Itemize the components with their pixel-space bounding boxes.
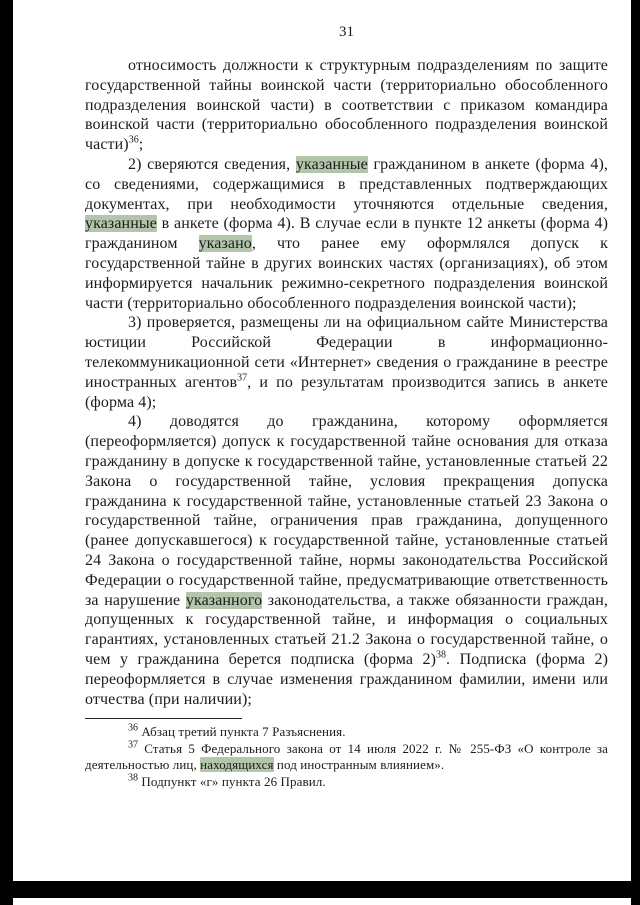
footnotes	[85, 724, 608, 790]
footnote-ref: 37	[128, 739, 138, 751]
document-paragraph	[85, 412, 608, 709]
text-run: Подпункт «г» пункта 26 Правил.	[138, 774, 326, 790]
footnote-separator	[85, 718, 242, 719]
footnote-ref: 38	[128, 772, 138, 784]
document-body	[85, 56, 608, 791]
footnote-ref: 38	[436, 649, 447, 661]
search-highlight: указанные	[295, 155, 368, 173]
text-run: 2) сверяются сведения,	[128, 155, 296, 173]
text-run: относимость должности к структурным подразделениям по защите государственной тайны воинской части (территориально обособленного подразделения воинской части) в соответствии с приказом командира воинской части (территориально обособленного подразделения воинской части)	[85, 57, 608, 154]
text-run: 3) проверяется, размещены ли на официальном сайте Министерства юстиции Российской Федерации в информационно-телекоммуникационной сети «Интернет» сведения о гражданине в реестре иностранных агентов	[85, 314, 608, 391]
scan-border-left	[0, 0, 13, 905]
scan-border-right	[631, 0, 640, 905]
search-highlight: указанного	[185, 591, 263, 609]
text-run: . Подписка (форма 2) переоформляется в случае изменения гражданином фамилии, имени или отчества (при наличии);	[85, 650, 609, 708]
footnote-ref: 37	[237, 372, 248, 384]
scan-border-bottom	[0, 881, 640, 898]
text-run: 4) доводятся до гражданина, которому оформляется (переоформляется) допуск к государственной тайне основания для отказа гражданину в допуске к государственной тайне, установленные статьей 22 Закона о государственной тайне, условия прекращения допуска гражданина к государственной тайне, установленные статьей 23 Закона о государственной тайне, ограничения прав гражданина, допущенного (ранее допускавшегося) к государственной тайне, установленные статьей 24 Закона о государственной тайне, нормы законодательства Российской Федерации о государственной тайне, предусматривающие ответственность за нарушение	[85, 413, 608, 609]
document-paragraph	[85, 56, 608, 155]
text-run: гражданином в анкете (форма 4), со сведениями, содержащимися в представленных подтверждающих документах, при необходимости уточняются отдельные сведения,	[85, 155, 608, 213]
search-highlight: находящихся	[200, 757, 274, 773]
search-highlight: указано	[198, 235, 252, 253]
text-run: Статья 5 Федерального закона от 14 июля 2022 г. № 255-ФЗ «О контроле за деятельностью лиц,	[85, 740, 608, 773]
footnote	[85, 774, 608, 791]
text-run: под иностранным влиянием».	[273, 757, 445, 773]
text-run: законодательства, а также обязанности граждан, допущенных к государственной тайне, и информация о социальных гарантиях, установленных статьей 21.2 Закона о государственной тайне, о чем у гражданина берется подписка (форма 2)	[85, 591, 608, 668]
text-run: ;	[138, 136, 144, 154]
footnote-ref: 36	[128, 134, 139, 146]
text-run: в анкете (форма 4). В случае если в пункте 12 анкеты (форма 4) гражданином	[85, 215, 608, 253]
footnote	[85, 724, 608, 741]
text-run: Абзац третий пункта 7 Разъяснения.	[138, 724, 346, 740]
document-paragraph	[85, 155, 608, 313]
page-number: 31	[339, 24, 354, 40]
document-paragraph	[85, 313, 608, 412]
search-highlight: указанные	[85, 215, 157, 233]
footnote-ref: 36	[128, 722, 138, 734]
text-run: , что ранее ему оформлялся допуск к государственной тайне в других воинских частях (организациях), об этом информируется начальник режимно-секретного подразделения воинской части (территориально обособленного подразделения воинской части);	[85, 235, 609, 312]
text-run: , и по результатам производится запись в анкете (форма 4);	[85, 373, 608, 411]
footnote	[85, 741, 608, 774]
